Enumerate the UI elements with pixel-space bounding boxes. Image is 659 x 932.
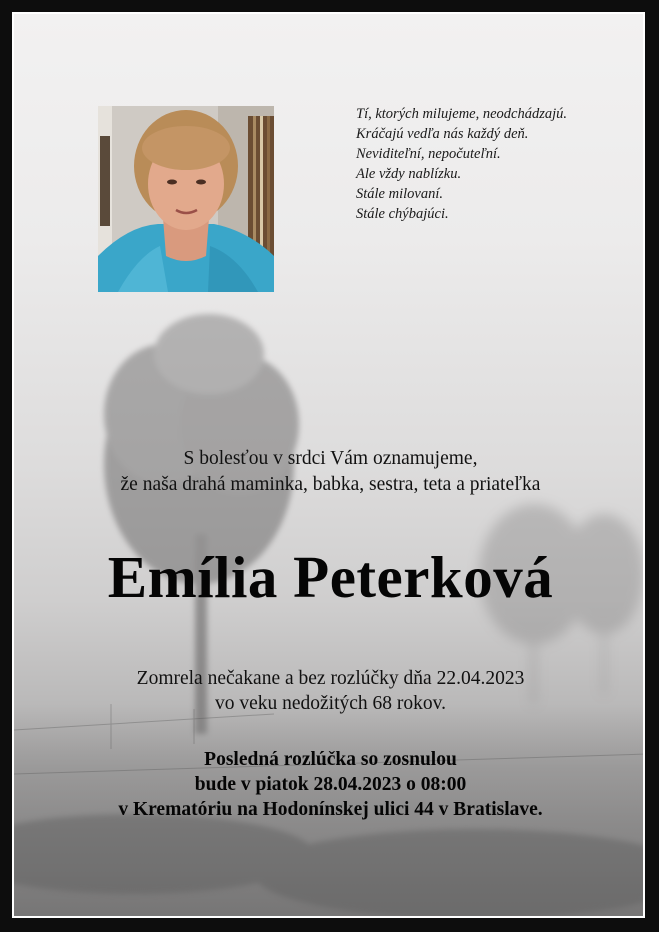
portrait-photo [98,106,274,292]
funeral-line-2: bude v piatok 28.04.2023 o 08:00 [194,774,467,795]
funeral-line-1: Posledná rozlúčka so zosnulou [204,749,457,770]
poem-line: Stále milovaní. [356,186,443,202]
intro-line-1: S bolesťou v srdci Vám oznamujeme, [183,448,478,469]
intro-line-2: že naša drahá maminka, babka, sestra, teta a priateľka [120,474,541,495]
deceased-name: Emília Peterková [107,544,554,610]
poem [356,104,636,224]
poem-line: Neviditeľní, nepočuteľní. [356,146,501,162]
announcement-intro [14,446,645,498]
death-notice-line-2: vo veku nedožitých 68 rokov. [214,693,447,714]
poem-line: Stále chýbajúci. [356,206,449,222]
poem-line: Kráčajú vedľa nás každý deň. [356,126,529,142]
death-notice-line-1: Zomrela nečakane a bez rozlúčky dňa 22.04.2023 [136,668,525,689]
poem-line: Tí, ktorých milujeme, neodchádzajú. [356,106,568,122]
funeral-line-3: v Krematóriu na Hodonínskej ulici 44 v Bratislave. [118,799,543,820]
notice-card [12,12,645,918]
death-notice [14,666,645,716]
poem-line: Ale vždy nablízku. [356,166,462,182]
funeral-details [14,747,645,822]
